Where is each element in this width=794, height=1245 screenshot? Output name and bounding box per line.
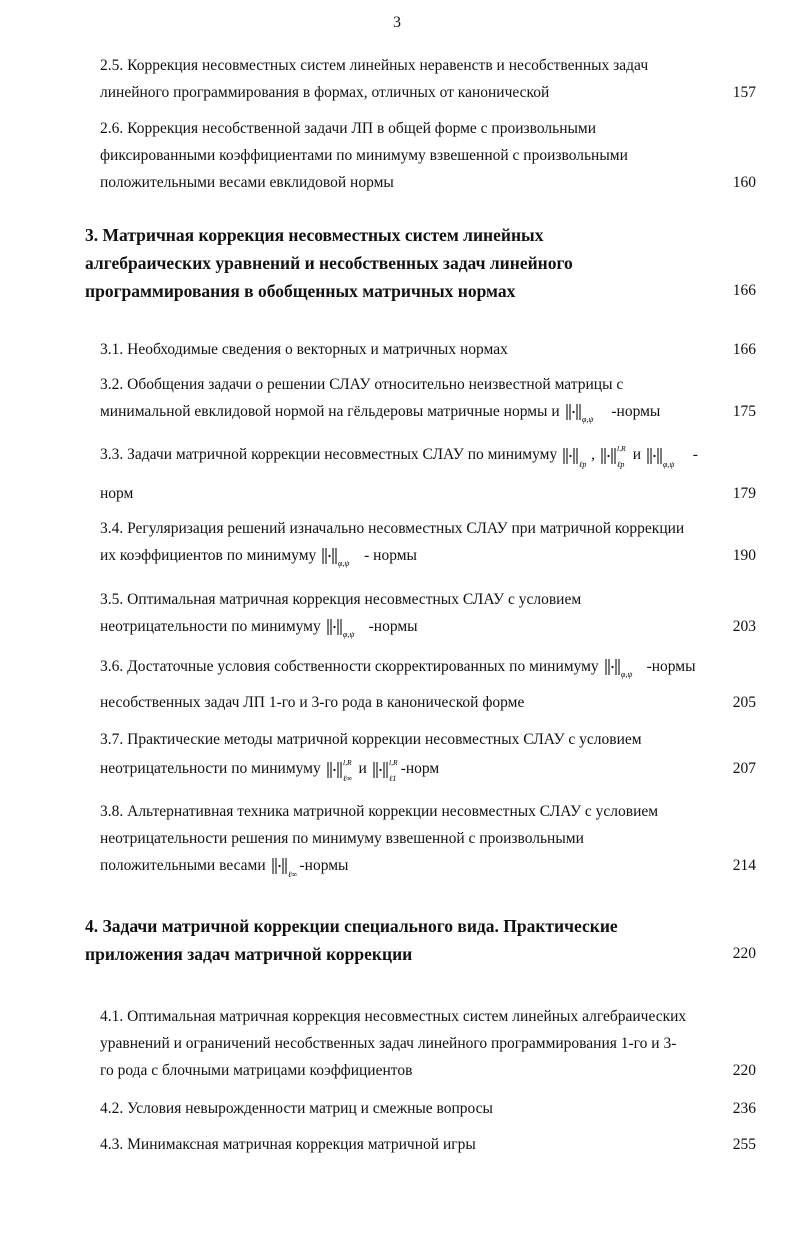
- toc-line: неотрицательности по минимуму: [100, 760, 321, 777]
- toc-page-number: 203: [732, 618, 756, 635]
- comma: ,: [591, 446, 595, 463]
- toc-line: 3.6. Достаточные условия собственности скорректированных по минимуму: [100, 658, 599, 675]
- toc-page-number: 190: [732, 547, 756, 564]
- toc-line: фиксированными коэффициентами по минимуму взвешенной с произвольными: [100, 147, 628, 164]
- toc-line: их коэффициентов по минимуму: [100, 547, 317, 564]
- norm-lp-lr-symbol: [599, 443, 629, 470]
- toc-line: норм: [100, 485, 134, 502]
- toc-entry-4-2: [100, 1095, 756, 1122]
- toc-entry-3-4: [100, 515, 756, 569]
- norm-l1-lr-symbol: [371, 757, 401, 784]
- chapter-title-line: приложения задач матричной коррекции: [85, 944, 413, 964]
- toc-page-number: 179: [732, 485, 756, 502]
- svg-text:φ,ψ: φ,ψ: [342, 630, 355, 640]
- toc-page-number: 255: [732, 1136, 756, 1153]
- toc-line: 2.6. Коррекция несобственной задачи ЛП в общей форме с произвольными: [100, 120, 597, 137]
- toc-line: - нормы: [364, 547, 417, 564]
- toc-page-number: 220: [732, 1062, 756, 1079]
- svg-text:φ,ψ: φ,ψ: [581, 415, 593, 425]
- toc-line: 3.4. Регуляризация решений изначально несовместных СЛАУ при матричной коррекции: [100, 520, 685, 537]
- toc-line: линейного программирования в формах, отличных от канонической: [100, 84, 550, 101]
- toc-line: 3.3. Задачи матричной коррекции несовместных СЛАУ по минимуму: [100, 446, 558, 463]
- norm-lp-symbol: [561, 443, 591, 470]
- toc-line: -нормы: [646, 658, 696, 675]
- toc-line: 3.1. Необходимые сведения о векторных и матричных нормах: [100, 341, 508, 358]
- toc-entry-2-6: [100, 115, 756, 196]
- toc-chapter-4: [85, 912, 756, 968]
- conjunction: и: [358, 760, 367, 777]
- svg-text:ℓ∞: ℓ∞: [287, 870, 297, 879]
- toc-line: -нормы: [299, 857, 349, 874]
- chapter-title-line: 3. Матричная коррекция несовместных систем линейных: [85, 225, 544, 245]
- toc-line: неотрицательности решения по минимуму взвешенной с произвольными: [100, 830, 584, 847]
- svg-text:l,R: l,R: [616, 444, 626, 454]
- toc-entry-3-2: [100, 371, 756, 425]
- toc-chapter-3: [85, 221, 756, 305]
- chapter-title-line: программирования в обобщенных матричных нормах: [85, 281, 516, 301]
- svg-text:l,R: l,R: [388, 758, 398, 768]
- toc-page-number: 157: [732, 84, 756, 101]
- toc-line: го рода с блочными матрицами коэффициентов: [100, 1062, 413, 1079]
- toc-line: 4.3. Минимаксная матричная коррекция матричной игры: [100, 1136, 476, 1153]
- toc-page-number: 236: [732, 1100, 756, 1117]
- toc-line: 2.5. Коррекция несовместных систем линейных неравенств и несобственных задач: [100, 57, 649, 74]
- toc-entry-2-5: [100, 52, 756, 106]
- toc-line: 3.7. Практические методы матричной коррекции несовместных СЛАУ с условием: [100, 731, 642, 748]
- toc-line: 3.5. Оптимальная матричная коррекция несовместных СЛАУ с условием: [100, 591, 582, 608]
- toc-page-number: 207: [732, 760, 756, 777]
- toc-line: 4.2. Условия невырожденности матриц и смежные вопросы: [100, 1100, 493, 1117]
- svg-text:ℓ1: ℓ1: [388, 774, 397, 784]
- toc-line: неотрицательности по минимуму: [100, 618, 321, 635]
- toc-line: -нормы: [611, 403, 661, 420]
- svg-text:ℓ∞: ℓ∞: [342, 774, 352, 784]
- toc-page-number: 205: [732, 694, 756, 711]
- toc-entry-4-3: [100, 1131, 756, 1158]
- svg-text:l,R: l,R: [342, 758, 352, 768]
- norm-phi-psi-symbol: [564, 400, 608, 424]
- norm-linf-lr-symbol: [325, 757, 355, 784]
- toc-page-number: 166: [732, 341, 756, 358]
- toc-line: положительными весами: [100, 857, 266, 874]
- toc-page-number: 214: [732, 857, 756, 874]
- svg-text:φ,ψ: φ,ψ: [338, 559, 350, 569]
- page-number: 3: [393, 14, 401, 31]
- toc-line: уравнений и ограничений несобственных задач линейного программирования 1-го и 3-: [100, 1035, 677, 1052]
- toc-line: 3.2. Обобщения задачи о решении СЛАУ относительно неизвестной матрицы с: [100, 376, 624, 393]
- dash: -: [692, 446, 698, 463]
- toc-line: несобственных задач ЛП 1-го и 3-го рода в канонической форме: [100, 694, 525, 711]
- toc-entry-3-7: [100, 726, 756, 785]
- svg-text:ℓp: ℓp: [579, 460, 587, 470]
- toc-entry-3-6: [100, 652, 756, 716]
- norm-phi-psi-symbol: [645, 443, 689, 470]
- svg-text:φ,ψ: φ,ψ: [662, 460, 675, 470]
- toc-entry-3-5: [100, 586, 756, 640]
- toc-line: 4.1. Оптимальная матричная коррекция несовместных систем линейных алгебраических: [100, 1008, 687, 1025]
- svg-text:ℓp: ℓp: [616, 460, 625, 470]
- norm-phi-psi-symbol: [325, 615, 369, 639]
- toc-line: минимальной евклидовой нормой на гёльдеровы матричные нормы и: [100, 403, 560, 420]
- svg-text:φ,ψ: φ,ψ: [620, 670, 632, 680]
- toc-line: положительными весами евклидовой нормы: [100, 174, 394, 191]
- conjunction: и: [632, 446, 642, 463]
- norm-linf-symbol: [270, 854, 300, 878]
- toc-line: 3.8. Альтернативная техника матричной коррекции несовместных СЛАУ с условием: [100, 803, 659, 820]
- toc-entry-3-1: [100, 336, 756, 363]
- toc-entry-3-8: [100, 798, 756, 879]
- toc-page-number: 166: [732, 282, 756, 299]
- chapter-title-line: алгебраических уравнений и несобственных задач линейного: [85, 253, 573, 273]
- toc-page-number: 175: [732, 403, 756, 420]
- chapter-title-line: 4. Задачи матричной коррекции специального вида. Практические: [85, 916, 618, 936]
- toc-page-number: 220: [732, 945, 756, 962]
- toc-page-number: 160: [732, 174, 756, 191]
- norm-phi-psi-symbol: [603, 655, 647, 679]
- norm-phi-psi-symbol: [320, 544, 364, 568]
- toc-line: -норм: [400, 760, 440, 777]
- toc-line: -нормы: [368, 618, 418, 635]
- toc-entry-4-1: [100, 1003, 756, 1084]
- toc-entry-3-3: [100, 440, 756, 507]
